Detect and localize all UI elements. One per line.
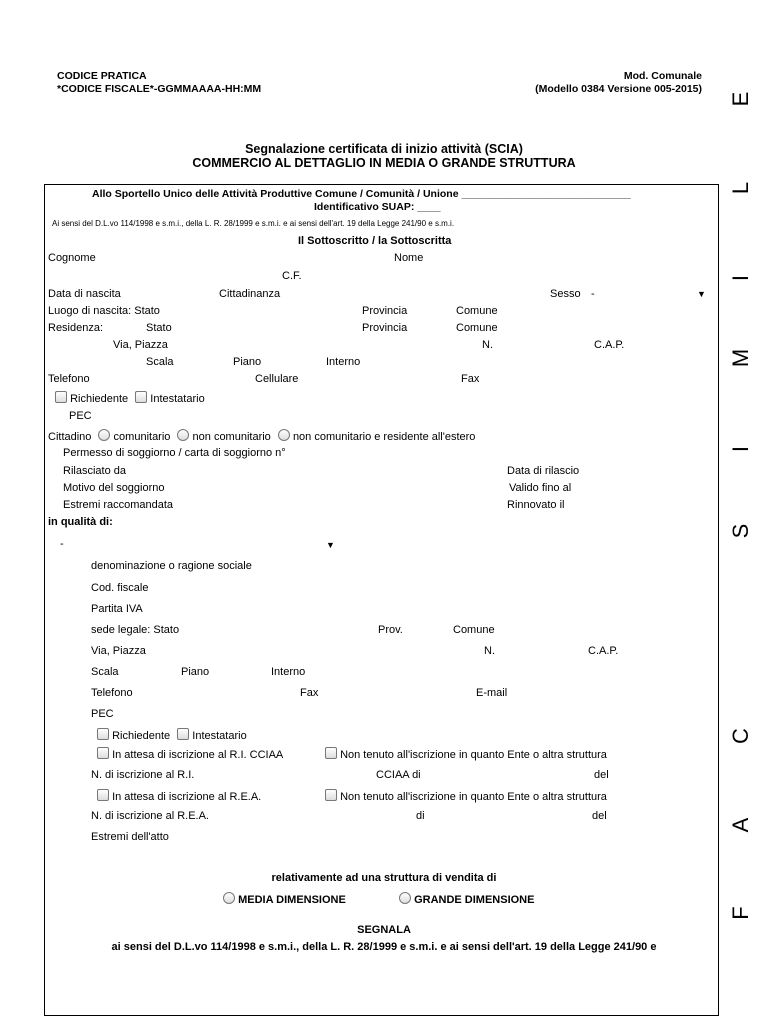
estremi-atto-label[interactable]: Estremi dell'atto <box>91 831 169 843</box>
sede-pec-label[interactable]: PEC <box>91 708 114 720</box>
media-dimensione-radio[interactable] <box>223 892 235 904</box>
n-iscrizione-rea-label[interactable]: N. di iscrizione al R.E.A. <box>91 810 209 822</box>
attesa-ri-row <box>97 747 283 761</box>
societa-intestatario-label: Intestatario <box>192 730 247 742</box>
title-commercio: COMMERCIO AL DETTAGLIO IN MEDIA O GRANDE STRUTTURA <box>192 156 576 170</box>
ri-del-label[interactable]: del <box>594 769 609 781</box>
facsimile-letter: S <box>728 523 753 539</box>
sede-civico-label[interactable]: N. <box>484 645 495 657</box>
sottoscritto-heading: Il Sottoscritto / la Sottoscritta <box>298 235 452 247</box>
sesso-dropdown-icon[interactable]: ▼ <box>697 289 706 299</box>
residenza-comune-label[interactable]: Comune <box>456 322 498 334</box>
attesa-rea-checkbox[interactable] <box>97 789 109 801</box>
luogo-nascita-label[interactable]: Luogo di nascita: Stato <box>48 305 160 317</box>
attesa-ri-label: In attesa di iscrizione al R.I. CCIAA <box>112 749 284 761</box>
sede-prov-label[interactable]: Prov. <box>378 624 403 636</box>
non-comunitario-label: non comunitario <box>192 431 271 443</box>
codice-fiscale-label: *CODICE FISCALE*-GGMMAAAA-HH:MM <box>57 83 262 95</box>
segnala-heading: SEGNALA <box>357 924 411 936</box>
sede-piano-label[interactable]: Piano <box>181 666 210 678</box>
piano-label[interactable]: Piano <box>233 356 262 368</box>
societa-richiedente-label: Richiedente <box>112 730 171 742</box>
facsimile-letter: I <box>728 445 753 453</box>
facsimile-letter: F <box>728 906 753 920</box>
n-iscrizione-ri-label[interactable]: N. di iscrizione al R.I. <box>91 769 195 781</box>
permesso-label[interactable]: Permesso di soggiorno / carta di soggiorno n° <box>63 447 286 459</box>
telefono-label[interactable]: Telefono <box>48 373 90 385</box>
segnala-text: ai sensi del D.L.vo 114/1998 e s.m.i., della L. R. 28/1999 e s.m.i. e ai sensi dell'art. 19 della Legge 241/90 e <box>111 941 657 953</box>
sede-via-label[interactable]: Via, Piazza <box>91 645 146 657</box>
rea-di-label[interactable]: di <box>416 810 425 822</box>
cittadinanza-label[interactable]: Cittadinanza <box>219 288 281 300</box>
facsimile-letter: C <box>728 728 753 744</box>
partita-iva-label[interactable]: Partita IVA <box>91 603 143 615</box>
societa-richiedente-row <box>97 728 247 742</box>
non-tenuto-rea-checkbox[interactable] <box>325 789 337 801</box>
sede-telefono-label[interactable]: Telefono <box>91 687 133 699</box>
residenza-stato-label[interactable]: Stato <box>146 322 172 334</box>
sede-interno-label[interactable]: Interno <box>271 666 306 678</box>
sede-email-label[interactable]: E-mail <box>476 687 508 699</box>
struttura-heading: relativamente ad una struttura di vendita di <box>271 872 497 884</box>
mod-comunale-label: Mod. Comunale <box>623 70 702 82</box>
qualita-select[interactable]: - <box>60 538 64 550</box>
non-comunitario-estero-label: non comunitario e residente all'estero <box>292 431 476 443</box>
media-dimensione-row <box>223 892 346 906</box>
nascita-provincia-label[interactable]: Provincia <box>362 305 408 317</box>
cciaa-di-label[interactable]: CCIAA di <box>376 769 421 781</box>
sede-comune-label[interactable]: Comune <box>453 624 495 636</box>
title-scia: Segnalazione certificata di inizio attività (SCIA) <box>245 142 523 156</box>
motivo-label[interactable]: Motivo del soggiorno <box>63 482 165 494</box>
richiedente-checkbox-row[interactable] <box>55 391 205 405</box>
interno-label[interactable]: Interno <box>326 356 361 368</box>
non-tenuto-ri-row <box>325 747 607 761</box>
rilasciato-label[interactable]: Rilasciato da <box>63 465 126 477</box>
facsimile-letter: A <box>728 817 753 833</box>
sportello-line: Allo Sportello Unico delle Attività Produttive Comune / Comunità / Unione _____________________________ <box>92 188 631 200</box>
sede-cap-label[interactable]: C.A.P. <box>588 645 619 657</box>
intestatario-label: Intestatario <box>150 393 205 405</box>
facsimile-letter: M <box>728 348 753 368</box>
attesa-rea-label: In attesa di iscrizione al R.E.A. <box>112 791 262 803</box>
cod-fiscale-label[interactable]: Cod. fiscale <box>91 582 149 594</box>
scala-label[interactable]: Scala <box>146 356 174 368</box>
grande-dimensione-radio[interactable] <box>399 892 411 904</box>
residenza-label: Residenza: <box>48 322 104 334</box>
codice-pratica-label: CODICE PRATICA <box>57 70 147 82</box>
non-comunitario-estero-radio[interactable] <box>278 429 290 441</box>
fax-label[interactable]: Fax <box>461 373 480 385</box>
non-tenuto-rea-label: Non tenuto all'iscrizione in quanto Ente o altra struttura <box>340 791 607 803</box>
richiedente-label: Richiedente <box>70 393 129 405</box>
qualita-dropdown-icon[interactable]: ▼ <box>326 540 335 550</box>
nascita-comune-label[interactable]: Comune <box>456 305 498 317</box>
estremi-raccomandata-label[interactable]: Estremi raccomandata <box>63 499 174 511</box>
legal-reference: Ai sensi del D.L.vo 114/1998 e s.m.i., della L. R. 28/1999 e s.m.i. e ai sensi dell'art. 19 della Legge 241/90 e s.m.i. <box>52 219 455 228</box>
cf-label[interactable]: C.F. <box>282 270 302 282</box>
societa-intestatario-checkbox[interactable] <box>177 728 189 740</box>
civico-label[interactable]: N. <box>482 339 493 351</box>
comunitario-radio[interactable] <box>98 429 110 441</box>
cittadino-row <box>48 429 475 443</box>
intestatario-checkbox[interactable] <box>135 391 147 403</box>
residenza-provincia-label[interactable]: Provincia <box>362 322 408 334</box>
valido-label[interactable]: Valido fino al <box>509 482 572 494</box>
denominazione-label[interactable]: denominazione o ragione sociale <box>91 560 252 572</box>
cittadino-label: Cittadino <box>48 431 92 443</box>
media-dimensione-label: MEDIA DIMENSIONE <box>238 894 346 906</box>
sesso-select[interactable]: - <box>591 288 595 300</box>
identificativo-suap: Identificativo SUAP: ____ <box>314 201 441 213</box>
nome-label[interactable]: Nome <box>394 252 424 264</box>
cognome-label[interactable]: Cognome <box>48 252 96 264</box>
cap-label[interactable]: C.A.P. <box>594 339 625 351</box>
rea-del-label[interactable]: del <box>592 810 607 822</box>
non-tenuto-rea-row <box>325 789 607 803</box>
cellulare-label[interactable]: Cellulare <box>255 373 299 385</box>
sesso-label: Sesso <box>550 288 581 300</box>
pec-label[interactable]: PEC <box>69 410 92 422</box>
data-nascita-label[interactable]: Data di nascita <box>48 288 121 300</box>
facsimile-letter: I <box>728 274 753 282</box>
sede-scala-label[interactable]: Scala <box>91 666 119 678</box>
societa-richiedente-checkbox[interactable] <box>97 728 109 740</box>
non-comunitario-radio[interactable] <box>177 429 189 441</box>
via-piazza-label[interactable]: Via, Piazza <box>113 339 168 351</box>
grande-dimensione-row <box>399 892 534 906</box>
rinnovato-label[interactable]: Rinnovato il <box>507 499 565 511</box>
facsimile-letter: L <box>728 181 753 195</box>
facsimile-letter: E <box>728 91 753 107</box>
richiedente-checkbox[interactable] <box>55 391 67 403</box>
attesa-rea-row <box>97 789 261 803</box>
non-tenuto-ri-checkbox[interactable] <box>325 747 337 759</box>
modello-version-label: (Modello 0384 Versione 005-2015) <box>535 83 702 95</box>
data-rilascio-label[interactable]: Data di rilascio <box>507 465 580 477</box>
sede-legale-label[interactable]: sede legale: Stato <box>91 624 180 636</box>
attesa-ri-checkbox[interactable] <box>97 747 109 759</box>
non-tenuto-ri-label: Non tenuto all'iscrizione in quanto Ente o altra struttura <box>340 749 607 761</box>
qualita-label: in qualità di: <box>48 516 113 528</box>
sede-fax-label[interactable]: Fax <box>300 687 319 699</box>
grande-dimensione-label: GRANDE DIMENSIONE <box>414 894 535 906</box>
comunitario-label: comunitario <box>113 431 171 443</box>
